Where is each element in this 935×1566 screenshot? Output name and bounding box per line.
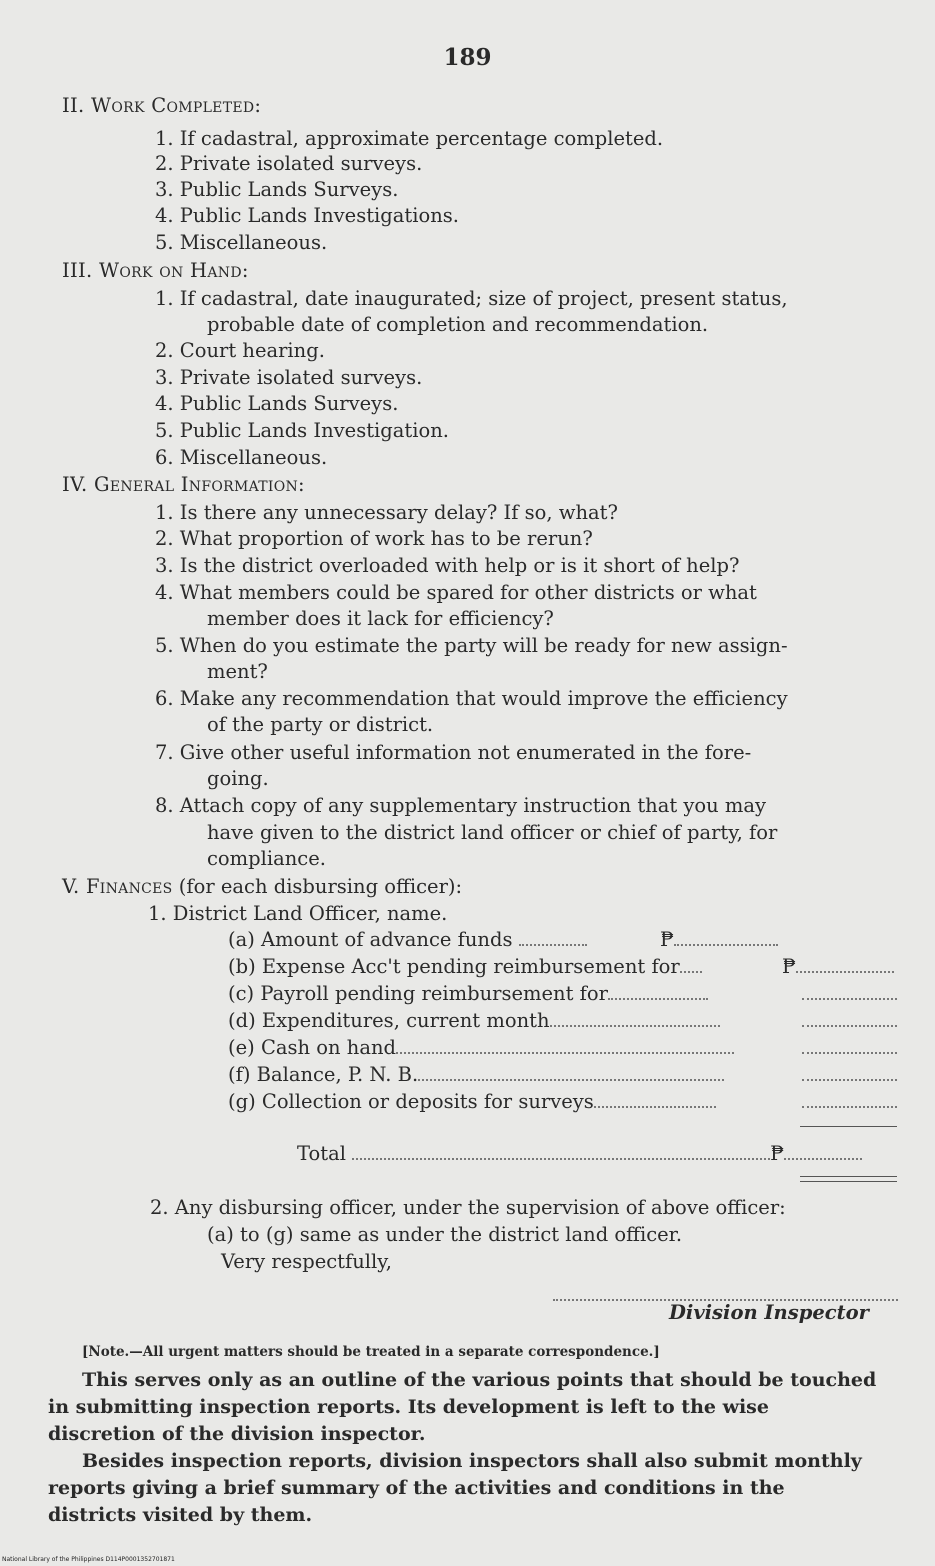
dotted-leader	[550, 1024, 720, 1027]
list-item: 4. Public Lands Surveys.	[155, 392, 399, 415]
total-line	[297, 1141, 862, 1167]
dotted-leader	[796, 970, 894, 973]
dotted-leader	[802, 1051, 897, 1054]
amount-field	[802, 1008, 897, 1034]
list-item-continuation: ment?	[207, 660, 268, 683]
list-item: 3. Public Lands Surveys.	[155, 178, 399, 201]
amount-field	[802, 1035, 897, 1061]
dotted-leader	[519, 943, 587, 946]
paragraph-line: districts visited by them.	[48, 1504, 313, 1526]
dotted-leader	[802, 997, 897, 1000]
peso-sign: ₱	[660, 928, 674, 951]
paragraph-line: Besides inspection reports, division inspectors shall also submit monthly	[82, 1450, 862, 1472]
dotted-leader	[802, 1024, 897, 1027]
section-heading-finances	[62, 874, 462, 900]
list-item-continuation: compliance.	[207, 847, 326, 870]
dotted-leader	[608, 997, 708, 1000]
page-number: 189	[443, 44, 492, 71]
finances-heading-label: V. Finances	[62, 875, 173, 898]
total-double-rule-top	[800, 1176, 897, 1177]
finance-item-e	[228, 1035, 734, 1061]
section-heading-work-on-hand: III. Work on Hand:	[62, 259, 249, 282]
list-item: 5. When do you estimate the party will be ready for new assign-	[155, 634, 788, 657]
dotted-leader	[674, 943, 778, 946]
list-item: 3. Is the district overloaded with help or is it short of help?	[155, 554, 740, 577]
list-item: 6. Make any recommendation that would improve the efficiency	[155, 687, 788, 710]
finance-item-a	[228, 927, 587, 953]
paragraph-line: discretion of the division inspector.	[48, 1423, 426, 1445]
list-item: 4. What members could be spared for other districts or what	[155, 581, 757, 604]
section-heading-general-information: IV. General Information:	[62, 473, 305, 496]
list-item: 1. If cadastral, date inaugurated; size of project, present status,	[155, 287, 788, 310]
paragraph-line: in submitting inspection reports. Its development is left to the wise	[48, 1396, 769, 1418]
finance-item-d	[228, 1008, 720, 1034]
scan-footer: National Library of the Philippines D114P0001352701871	[2, 1556, 175, 1563]
amount-field	[802, 1089, 897, 1115]
list-item: 5. Miscellaneous.	[155, 231, 328, 254]
list-item-continuation: of the party or district.	[207, 713, 434, 736]
list-item: 6. Miscellaneous.	[155, 446, 328, 469]
section-heading-work-completed: II. Work Completed:	[62, 94, 262, 117]
paragraph-line: reports giving a brief summary of the activities and conditions in the	[48, 1477, 785, 1499]
district-land-officer-line: 1. District Land Officer, name.	[148, 902, 448, 925]
list-item-continuation: have given to the district land officer or chief of party, for	[207, 821, 778, 844]
list-item: 1. If cadastral, approximate percentage completed.	[155, 127, 664, 150]
list-item: 4. Public Lands Investigations.	[155, 204, 459, 227]
finance-item-label: (d) Expenditures, current month	[228, 1009, 550, 1032]
list-item: 1. Is there any unnecessary delay? If so, what?	[155, 501, 618, 524]
dotted-leader	[594, 1105, 716, 1108]
amount-field	[802, 981, 897, 1007]
list-item: 2. What proportion of work has to be rerun?	[155, 527, 593, 550]
dotted-leader	[418, 1078, 724, 1081]
finance-item-g	[228, 1089, 716, 1115]
amount-field	[802, 1062, 897, 1088]
peso-sign: ₱	[770, 1142, 784, 1165]
closing-line: Very respectfully,	[221, 1250, 392, 1273]
finance-item-f	[228, 1062, 724, 1088]
dotted-leader	[802, 1105, 897, 1108]
dotted-leader	[802, 1078, 897, 1081]
finance-item-label: (e) Cash on hand	[228, 1036, 396, 1059]
finance-item-label: (b) Expense Acc't pending reimbursement for	[228, 955, 680, 978]
list-item: 5. Public Lands Investigation.	[155, 419, 449, 442]
list-item: 3. Private isolated surveys.	[155, 366, 423, 389]
list-item: 2. Private isolated surveys.	[155, 152, 423, 175]
list-item: 8. Attach copy of any supplementary instruction that you may	[155, 794, 767, 817]
dotted-leader	[680, 970, 702, 973]
list-item: 2. Court hearing.	[155, 339, 325, 362]
list-item-continuation: probable date of completion and recommendation.	[207, 313, 709, 336]
signature-title: Division Inspector	[669, 1301, 869, 1324]
amount-field	[660, 927, 778, 953]
finance-item-b	[228, 954, 702, 980]
subtotal-rule	[800, 1126, 897, 1127]
finance-item-label: (a) Amount of advance funds	[228, 928, 513, 951]
list-item-continuation: member does it lack for efficiency?	[207, 607, 554, 630]
list-item: 7. Give other useful information not enumerated in the fore-	[155, 741, 752, 764]
finance-item-c	[228, 981, 708, 1007]
finances-heading-rest: (for each disbursing officer):	[172, 875, 463, 898]
dotted-leader	[784, 1157, 862, 1160]
peso-sign: ₱	[782, 955, 796, 978]
total-label: Total	[297, 1142, 346, 1165]
paragraph-line: This serves only as an outline of the various points that should be touched	[82, 1369, 877, 1391]
dotted-leader	[396, 1051, 734, 1054]
finance-item-label: (c) Payroll pending reimbursement for	[228, 982, 608, 1005]
amount-field	[782, 954, 894, 980]
note: [Note.—All urgent matters should be treated in a separate correspondence.]	[82, 1344, 660, 1360]
finance-item-label: (g) Collection or deposits for surveys	[228, 1090, 594, 1113]
finance-item-2-continuation: (a) to (g) same as under the district land officer.	[207, 1223, 683, 1246]
total-double-rule-bottom	[800, 1181, 897, 1182]
dotted-leader	[352, 1157, 770, 1160]
finance-item-2: 2. Any disbursing officer, under the supervision of above officer:	[150, 1196, 786, 1219]
finance-item-label: (f) Balance, P. N. B.	[228, 1063, 419, 1086]
list-item-continuation: going.	[207, 767, 269, 790]
